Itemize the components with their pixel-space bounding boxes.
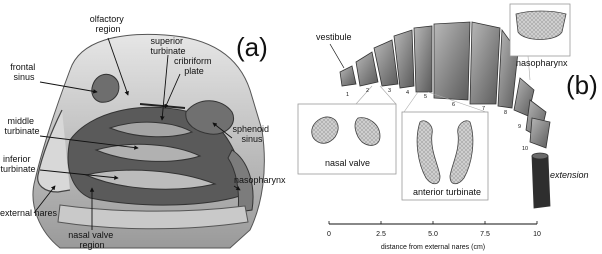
section-number: 6 [452,102,456,108]
section-number: 7 [482,106,486,112]
vestibule-leader [330,44,344,68]
section-number: 8 [504,110,508,116]
label-extension: extension [550,170,589,180]
label-external-nares: external nares [0,208,58,218]
label-anterior-turbinate-inset: anterior turbinate [413,187,482,197]
section-number: 1 [346,92,350,98]
label-superior-turbinate: superior turbinate [150,36,186,56]
section-number: 3 [388,88,392,94]
axis-tick-label: 7.5 [480,231,490,238]
label-nasopharynx-b: nasopharynx [516,58,568,68]
panel-a-tag: (a) [236,32,268,62]
panel-a [0,14,286,250]
panel-b [298,4,598,251]
label-sphenoid-sinus: sphenoid sinus [232,124,270,144]
label-middle-turbinate: middle turbinate [4,116,40,136]
axis-tick-label: 2.5 [376,231,386,238]
axis-title: distance from external nares (cm) [380,244,486,251]
section-number: 2 [366,88,370,94]
label-vestibule: vestibule [316,32,352,42]
axis-tick-label: 5.0 [428,231,438,238]
label-nasopharynx-a: nasopharynx [234,175,286,185]
label-olfactory-region: olfactory region [89,14,124,34]
axis-tick-label: 0 [327,231,331,238]
distance-axis [327,221,541,251]
inset-nasopharynx [510,4,570,56]
section-number: 9 [518,124,522,130]
section-number: 10 [522,146,529,152]
axis-tick-label: 10 [533,231,541,238]
label-frontal-sinus: frontal sinus [10,62,36,82]
panel-b-tag: (b) [566,70,598,100]
nasal-cavity-illustration [33,34,264,248]
label-cribriform-plate: cribriform plate [173,56,212,76]
section-number: 5 [424,94,428,100]
section-number: 4 [406,90,410,96]
label-inferior-turbinate: inferior turbinate [0,154,36,174]
label-nasal-valve-inset: nasal valve [325,158,371,168]
label-nasal-valve-region: nasal valve region [68,230,114,250]
